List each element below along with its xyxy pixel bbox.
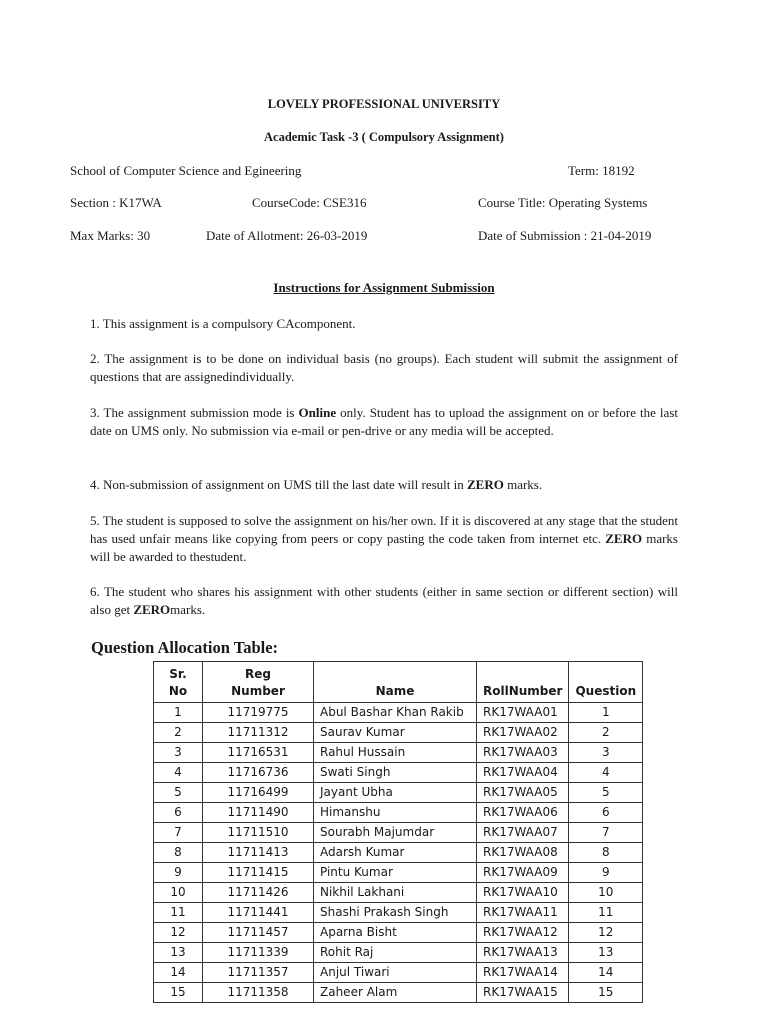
cell-sr-no: 12 [154,923,203,943]
cell-reg-number: 11711358 [203,983,314,1003]
term: Term: 18192 [568,163,635,178]
cell-reg-number: 11711415 [203,863,314,883]
cell-sr-no: 2 [154,723,203,743]
instruction-item [90,476,678,494]
cell-reg-number: 11716736 [203,763,314,783]
instruction-text: marks will be awarded to thestudent. [90,531,678,564]
instruction-text: 1. This assignment is a compulsory CAcomponent. [90,316,356,331]
cell-sr-no: 6 [154,803,203,823]
instructions-title: Instructions for Assignment Submission [273,280,495,295]
cell-roll-number: RK17WAA09 [477,863,569,883]
cell-name: Pintu Kumar [314,863,477,883]
cell-sr-no: 3 [154,743,203,763]
cell-name: Rahul Hussain [314,743,477,763]
cell-name: Jayant Ubha [314,783,477,803]
cell-question: 12 [569,923,643,943]
cell-sr-no: 15 [154,983,203,1003]
cell-question: 3 [569,743,643,763]
cell-reg-number: 11711312 [203,723,314,743]
header-sr-line2: No [168,684,188,698]
cell-name: Anjul Tiwari [314,963,477,983]
cell-reg-number: 11711339 [203,943,314,963]
cell-question: 14 [569,963,643,983]
cell-sr-no: 4 [154,763,203,783]
cell-roll-number: RK17WAA06 [477,803,569,823]
cell-sr-no: 5 [154,783,203,803]
cell-name: Himanshu [314,803,477,823]
header-question: Question [569,662,643,703]
cell-roll-number: RK17WAA03 [477,743,569,763]
cell-name: Rohit Raj [314,943,477,963]
cell-reg-number: 11711457 [203,923,314,943]
instruction-text: 3. The assignment submission mode is [90,405,299,420]
cell-reg-number: 11711413 [203,843,314,863]
table-row [154,763,643,783]
cell-name: Abul Bashar Khan Rakib [314,703,477,723]
cell-question: 1 [569,703,643,723]
cell-question: 6 [569,803,643,823]
header-name: Name [314,662,477,703]
cell-roll-number: RK17WAA11 [477,903,569,923]
instruction-item [90,512,678,566]
cell-reg-number: 11719775 [203,703,314,723]
cell-sr-no: 7 [154,823,203,843]
cell-question: 15 [569,983,643,1003]
header-sr-line1: Sr. [169,667,187,681]
cell-roll-number: RK17WAA10 [477,883,569,903]
cell-question: 7 [569,823,643,843]
instruction-emphasis: ZERO [133,602,171,617]
instruction-item [90,315,678,333]
table-row [154,923,643,943]
table-row [154,963,643,983]
cell-name: Nikhil Lakhani [314,883,477,903]
section: Section : K17WA [70,195,162,210]
table-row [154,883,643,903]
table-header-row [154,662,643,703]
cell-reg-number: 11716499 [203,783,314,803]
cell-sr-no: 10 [154,883,203,903]
header-reg-number [203,662,314,703]
allocation-table-title: Question Allocation Table: [91,638,279,657]
instruction-emphasis: ZERO [466,477,504,492]
instruction-emphasis: Online [298,405,337,420]
cell-sr-no: 1 [154,703,203,723]
cell-sr-no: 14 [154,963,203,983]
instruction-text: 2. The assignment is to be done on individual basis (no groups). Each student will submit the assignment of questions that are assignedindividually. [90,351,678,384]
cell-name: Adarsh Kumar [314,843,477,863]
header-reg-line2: Number [231,684,285,698]
instruction-text: 5. The student is supposed to solve the assignment on his/her own. If it is discovered at any stage that the student has used unfair means like copying from peers or copy pasting the code taken from internet etc. [90,513,678,546]
instruction-text: 4. Non-submission of assignment on UMS till the last date will result in [90,477,467,492]
cell-sr-no: 13 [154,943,203,963]
table-row [154,823,643,843]
task-title: Academic Task -3 ( Compulsory Assignment) [264,130,504,144]
cell-question: 5 [569,783,643,803]
instruction-item [90,404,678,440]
instruction-text: only. Student has to upload the assignment on or before the last date on UMS only. No submission via e-mail or pen-drive or any media will be accepted. [90,405,678,438]
cell-name: Zaheer Alam [314,983,477,1003]
instruction-text: marks. [503,477,543,492]
university-name: LOVELY PROFESSIONAL UNIVERSITY [267,97,501,111]
cell-question: 4 [569,763,643,783]
header-sr-no [154,662,203,703]
cell-reg-number: 11711510 [203,823,314,843]
cell-roll-number: RK17WAA14 [477,963,569,983]
table-row [154,943,643,963]
max-marks: Max Marks: 30 [70,228,151,243]
cell-roll-number: RK17WAA13 [477,943,569,963]
table-row [154,863,643,883]
table-row [154,783,643,803]
cell-question: 11 [569,903,643,923]
cell-roll-number: RK17WAA07 [477,823,569,843]
header-roll-number: RollNumber [477,662,569,703]
table-row [154,843,643,863]
table-body [154,703,643,1003]
course-code: CourseCode: CSE316 [252,195,367,210]
cell-roll-number: RK17WAA01 [477,703,569,723]
cell-roll-number: RK17WAA04 [477,763,569,783]
table-row [154,803,643,823]
cell-reg-number: 11716531 [203,743,314,763]
cell-sr-no: 9 [154,863,203,883]
instruction-text: 6. The student who shares his assignment with other students (either in same section or different section) will also get [90,584,678,617]
table-row [154,723,643,743]
cell-sr-no: 11 [154,903,203,923]
header-reg-line1: Reg [245,667,271,681]
instruction-text: marks. [170,602,206,617]
cell-question: 10 [569,883,643,903]
date-of-allotment: Date of Allotment: 26-03-2019 [206,228,368,243]
cell-roll-number: RK17WAA02 [477,723,569,743]
cell-name: Swati Singh [314,763,477,783]
cell-question: 9 [569,863,643,883]
cell-question: 13 [569,943,643,963]
school-name: School of Computer Science and Egineering [70,163,302,178]
cell-reg-number: 11711426 [203,883,314,903]
cell-roll-number: RK17WAA05 [477,783,569,803]
cell-reg-number: 11711357 [203,963,314,983]
table-row [154,703,643,723]
cell-question: 8 [569,843,643,863]
course-title: Course Title: Operating Systems [478,195,648,210]
instruction-item [90,350,678,386]
table-row [154,983,643,1003]
question-allocation-table [153,661,643,1003]
instruction-item [90,583,678,619]
cell-name: Shashi Prakash Singh [314,903,477,923]
cell-roll-number: RK17WAA12 [477,923,569,943]
cell-name: Sourabh Majumdar [314,823,477,843]
cell-reg-number: 11711490 [203,803,314,823]
date-of-submission: Date of Submission : 21-04-2019 [478,228,652,243]
cell-roll-number: RK17WAA15 [477,983,569,1003]
cell-sr-no: 8 [154,843,203,863]
table-row [154,743,643,763]
cell-roll-number: RK17WAA08 [477,843,569,863]
cell-name: Aparna Bisht [314,923,477,943]
table-row [154,903,643,923]
instruction-emphasis: ZERO [605,531,643,546]
cell-name: Saurav Kumar [314,723,477,743]
cell-reg-number: 11711441 [203,903,314,923]
cell-question: 2 [569,723,643,743]
